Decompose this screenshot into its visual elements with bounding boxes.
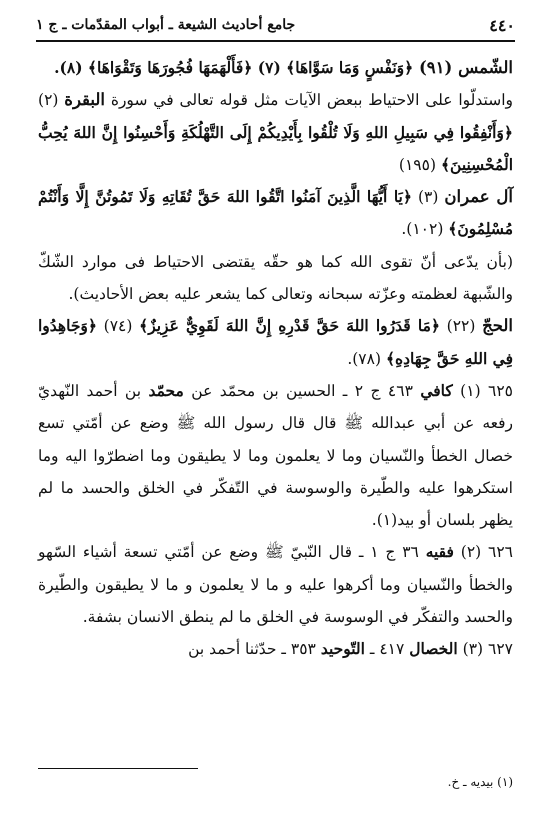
bold-label: آل عمران: [444, 187, 513, 207]
bold-label: الخصال: [409, 639, 458, 659]
text-span: .: [371, 511, 377, 530]
text-span: ٦٢٥ (١): [452, 381, 514, 400]
running-title: جامع أحاديث الشيعة ـ أبواب المقدّمات ـ ج ١: [36, 17, 296, 33]
text-span: (٧٨).: [347, 349, 386, 368]
text-span: (١): [376, 511, 398, 530]
text-span: (٢): [38, 91, 65, 110]
quran-verse: ﴿وَنَفْسٍ وَمَا سَوَّاهَا﴾ (٧) ﴿فَأَلْهَمَهَا فُجُورَهَا وَتَقْوَاهَا﴾ (٨).: [54, 58, 414, 77]
bold-label: فقيه: [425, 542, 454, 562]
paragraph: [38, 536, 513, 633]
bold-label: الشّمس (٩١): [413, 58, 513, 77]
text-span: (٢٢): [439, 317, 483, 336]
paragraph: [38, 310, 513, 375]
paragraph: [38, 375, 513, 536]
footnote: (١) بيديه ـ خ.: [447, 775, 513, 789]
text-span: (١٩٥): [398, 155, 441, 174]
text-span: ٦٢٧ (٣): [457, 640, 513, 659]
text-span: (٣): [411, 188, 445, 207]
text-span: (٧٤): [96, 317, 140, 336]
paragraph: [38, 246, 513, 311]
quran-verse: ﴿وَجَاهِدُوا فِي اللهِ حَقَّ جِهَادِهِ﴾: [38, 316, 513, 368]
paragraph: [38, 52, 513, 84]
text-span: ٤١٧ ـ: [364, 640, 410, 659]
quran-verse: ﴿يَا أَيُّهَا الَّذِينَ آمَنُوا اتَّقُوا اللهَ حَقَّ تُقَاتِهِ وَلَا تَمُوتُنَّ إِلَّا وَأَنْتُمْ مُسْلِمُونَ﴾: [38, 187, 513, 239]
page-body: [38, 52, 513, 666]
text-span: بن أحمد النّهديّ رفعه عن أبي عبدالله ﷺ قال قال رسول الله ﷺ وضع عن أمّتي تسع خصال الخطأ والنّسيان وما لا يعلمون وما لا يطيقون وما اضطرّوا اليه وما استكرهوا عليه والطّيرة والوسوسة في التّفكّر في الخلق والحسد ما لم يظهر بلسان أو بيد: [38, 381, 513, 530]
bold-label: محمّد: [148, 380, 184, 400]
text-span: واستدلّوا على الاحتياط ببعض الآيات مثل قوله تعالى في سورة: [104, 91, 513, 110]
quran-verse: ﴿مَا قَدَرُوا اللهَ حَقَّ قَدْرِهِ إِنَّ اللهَ لَقَوِيٌّ عَزِيزٌ﴾: [139, 316, 440, 336]
paragraph: [38, 181, 513, 246]
page-header: [36, 10, 515, 42]
text-span: ٣٦ ج ١ ـ قال النّبيّ ﷺ وضع عن أمّتي تسعة أشياء السّهو والخطأ والنّسيان وما أكرهوا عليه و ما لا يعلمون و ما لا يطيقون والطّيرة والحسد والتفكّر في الوسوسة في الخلق ما لم ينطق الانسان بشفة.: [38, 543, 513, 627]
page-number: ٤٤٠: [489, 15, 515, 35]
footnote-divider: [38, 768, 198, 769]
text-span: ٣٥٣ ـ حدّثنا أحمد بن: [188, 640, 321, 659]
paragraph: [38, 84, 513, 181]
text-span: ٦٢٦ (٢): [453, 543, 513, 562]
quran-verse: ﴿وَأَنْفِقُوا فِي سَبِيلِ اللهِ وَلَا تُلْقُوا بِأَيْدِيكُمْ إِلَى التَّهْلُكَةِ وَأَحْسِنُوا إِنَّ اللهَ يُحِبُّ الْمُحْسِنِينَ﴾: [38, 122, 513, 174]
text-span: (١٠٢).: [401, 220, 449, 239]
bold-label: كافي: [420, 380, 453, 400]
paragraph: [38, 633, 513, 665]
text-span: ٤٦٣ ج ٢ ـ الحسين بن محمّد عن: [183, 381, 421, 400]
bold-label: الحجّ: [482, 316, 513, 336]
bold-label: التّوحيد: [320, 639, 365, 659]
bold-label: البقرة: [64, 90, 105, 110]
text-span: (بأن يدّعى أنّ تقوى الله كما هو حقّه يقتضى الاحتياط فى موارد الشّكّ والشّبهة لعظمته وعزّته سبحانه وتعالى كما يشعر عليه بعض الأحاديث).: [38, 252, 513, 304]
